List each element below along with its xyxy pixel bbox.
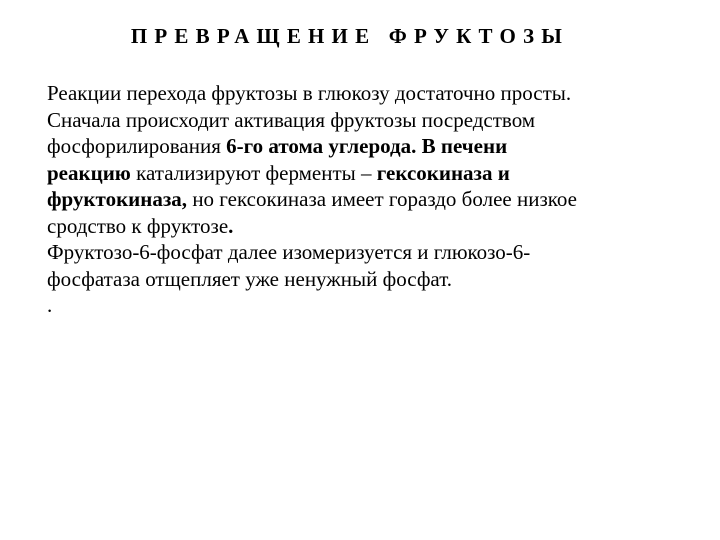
text-line-7 — [47, 239, 707, 266]
text-line-1 — [47, 80, 707, 107]
bold-text-segment: 6-го атома углерода. В печени — [226, 134, 508, 158]
slide-title: ПРЕВРАЩЕНИЕ ФРУКТОЗЫ — [130, 24, 570, 48]
text-segment: но гексокиназа имеет гораздо более низкое — [187, 187, 577, 211]
text-segment: катализируют ферменты – — [130, 160, 377, 185]
text-line-9 — [47, 292, 707, 319]
text-segment: Фруктозо-6-фосфат далее изомеризуется и глюкозо-6- — [47, 240, 531, 264]
bold-text-segment: гексокиназа и — [376, 160, 510, 185]
bold-text-segment: фруктокиназа, — [47, 187, 188, 211]
text-line-5 — [47, 186, 707, 213]
text-segment: сродство к фруктозе — [47, 213, 229, 238]
text-line-3 — [47, 133, 707, 160]
text-segment: фосфатаза отщепляет уже ненужный фосфат. — [47, 266, 453, 291]
text-segment: Сначала происходит активация фруктозы посредством — [47, 107, 536, 132]
body-text — [47, 80, 707, 319]
bold-text-segment: реакцию — [47, 160, 131, 185]
text-line-2 — [47, 107, 707, 134]
text-segment: Реакции перехода фруктозы в глюкозу достаточно просты. — [47, 81, 572, 105]
text-line-6 — [47, 213, 707, 240]
text-line-8 — [47, 266, 707, 293]
text-segment: фосфорилирования — [47, 134, 227, 158]
text-line-4 — [47, 160, 707, 187]
bold-text-segment: . — [228, 213, 234, 238]
text-segment: . — [47, 293, 53, 317]
